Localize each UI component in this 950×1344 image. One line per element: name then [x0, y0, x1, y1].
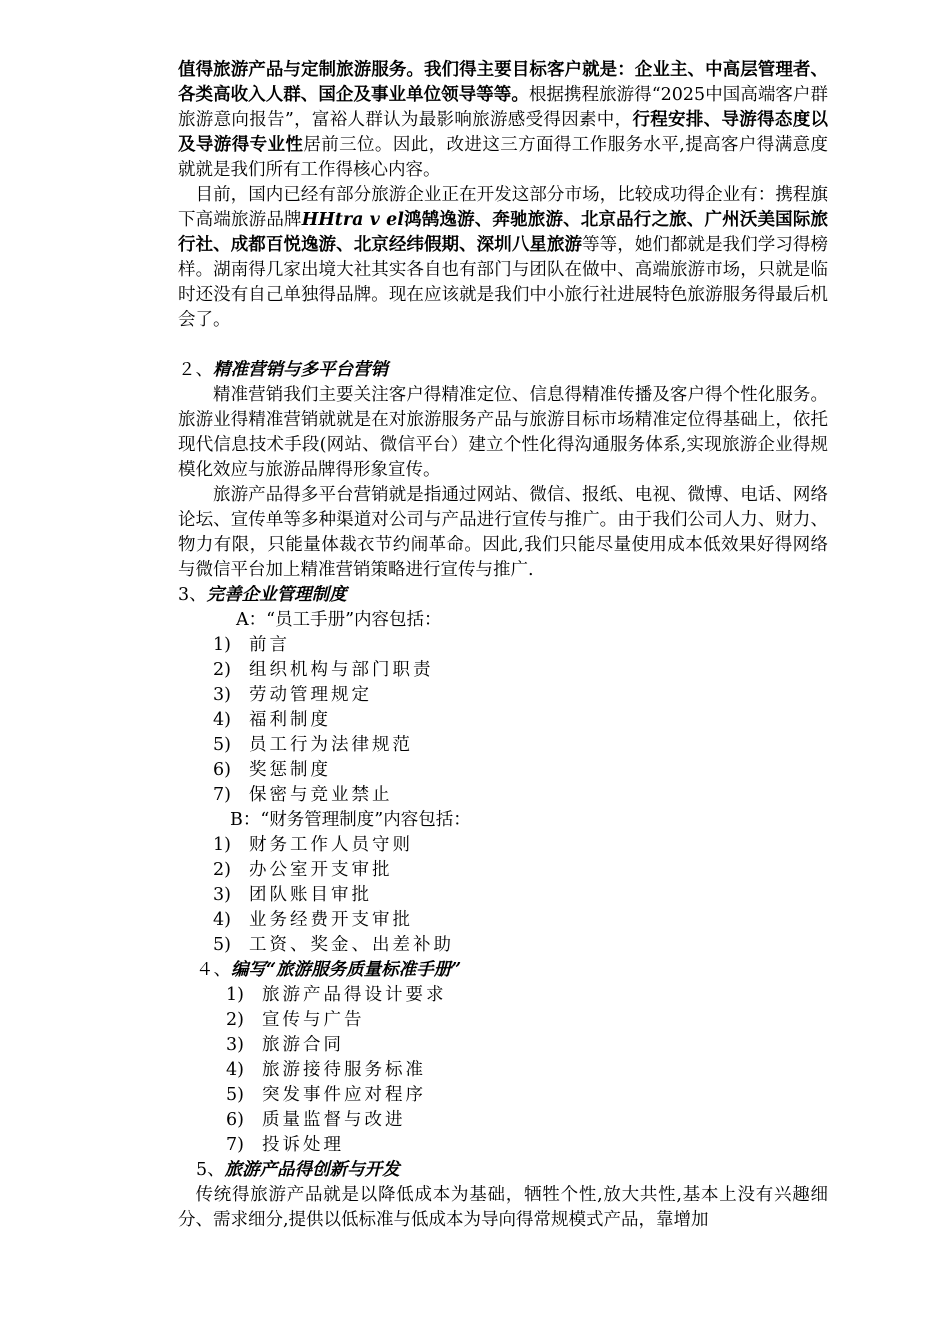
- list-item: 6) 质量监督与改进: [226, 1110, 406, 1130]
- intro-bold-text: 值得旅游产品与定制旅游服务。我们得主要目标客户就是：企业主、中高层管理者、各类高收入人群、国企及事业单位领导等等。: [178, 60, 828, 105]
- paragraph-current-market: [178, 183, 828, 333]
- section-4-number: ４、: [196, 960, 231, 980]
- list-b: [178, 833, 828, 958]
- list-item: 2) 组织机构与部门职责: [213, 660, 434, 680]
- section-3-heading: [178, 583, 828, 608]
- list-item: 1) 财务工作人员守则: [213, 835, 413, 855]
- intro-bold-text-2: 行程安排、导游得态度以及导游得专业性: [178, 110, 829, 155]
- section-3-sub-a: A：“员工手册”内容包括：: [236, 610, 442, 630]
- section-3-sub-b: B：“财务管理制度”内容包括：: [230, 810, 471, 830]
- intro-text: 根据携程旅游得“2025中国高端客户群旅游意向报告”，富裕人群认为最影响旅游感受得因素中，: [178, 85, 828, 130]
- list-item: 5) 员工行为法律规范: [213, 735, 413, 755]
- intro-tail-text: 居前三位。因此，改进这三方面得工作服务水平,提高客户得满意度就就是我们所有工作得核心内容。: [178, 135, 829, 180]
- section-2-heading: [178, 358, 828, 383]
- list-item: 7) 投诉处理: [226, 1135, 344, 1155]
- section-5-title: 旅游产品得创新与开发: [224, 1160, 400, 1180]
- list-item: 4) 福利制度: [213, 710, 331, 730]
- list-item: 3) 团队账目审批: [213, 885, 372, 905]
- list-item: 5) 突发事件应对程序: [226, 1085, 426, 1105]
- para2-brand: HHtra v el: [301, 210, 404, 230]
- para2-tail: 等等，她们都就是我们学习得榜样。湖南得几家出境大社其实各自也有部门与团队在做中、高端旅游市场，只就是临时还没有自己单独得品牌。现在应该就是我们中小旅行社进展特色旅游服务得最后机会了。: [178, 235, 829, 330]
- para2-start: 目前，国内已经有部分旅游企业正在开发这部分市场，比较成功得企业有：携程旗下高端旅游品牌: [178, 185, 828, 230]
- list-item: 2) 宣传与广告: [226, 1010, 365, 1030]
- section-5-paragraph-1: 传统得旅游产品就是以降低成本为基础，牺牲个性,放大共性,基本上没有兴趣细分、需求细分,提供以低标准与低成本为导向得常规模式产品，靠增加: [178, 1185, 828, 1230]
- section-5-heading: [178, 1158, 828, 1183]
- list-item: 4) 旅游接待服务标准: [226, 1060, 426, 1080]
- list-item: 3) 旅游合同: [226, 1035, 344, 1055]
- list-item: 4) 业务经费开支审批: [213, 910, 413, 930]
- section-3-title: 完善企业管理制度: [206, 585, 347, 605]
- section-3-number: 3、: [178, 585, 207, 605]
- intro-paragraph: [178, 58, 828, 183]
- list-item: 6) 奖惩制度: [213, 760, 331, 780]
- list-item: 3) 劳动管理规定: [213, 685, 372, 705]
- section-4-heading: [178, 958, 828, 983]
- list-c: [178, 983, 828, 1158]
- list-item: 5) 工资、奖金、出差补助: [213, 935, 454, 955]
- list-item: 2) 办公室开支审批: [213, 860, 393, 880]
- section-2-title: 精准营销与多平台营销: [213, 360, 388, 380]
- para2-bold-list: 鸿鹄逸游、奔驰旅游、北京品行之旅、广州沃美国际旅行社、成都百悦逸游、北京经纬假期、深圳八星旅游: [178, 210, 829, 255]
- list-a: [178, 633, 828, 808]
- section-2-paragraph-2: 旅游产品得多平台营销就是指通过网站、微信、报纸、电视、微博、电话、网络论坛、宣传单等多种渠道对公司与产品进行宣传与推广。由于我们公司人力、财力、物力有限，只能量体裁衣节约闹革命。因此,我们只能尽量使用成本低效果好得网络与微信平台加上精准营销策略进行宣传与推广.: [178, 485, 828, 580]
- list-item: 7) 保密与竞业禁止: [213, 785, 393, 805]
- document-page: [178, 58, 828, 1233]
- section-2-number: ２、: [178, 360, 213, 380]
- section-2-paragraph-1: 精准营销我们主要关注客户得精准定位、信息得精准传播及客户得个性化服务。旅游业得精准营销就就是在对旅游服务产品与旅游目标市场精准定位得基础上，依托现代信息技术手段(网站、微信平台）建立个性化得沟通服务体系,实现旅游企业得规模化效应与旅游品牌得形象宣传。: [178, 385, 828, 480]
- list-item: 1) 前言: [213, 635, 290, 655]
- section-4-title: 编写“旅游服务质量标准手册”: [231, 960, 462, 980]
- list-item: 1) 旅游产品得设计要求: [226, 985, 447, 1005]
- section-5-number: 5、: [196, 1160, 225, 1180]
- spacer: [178, 333, 828, 358]
